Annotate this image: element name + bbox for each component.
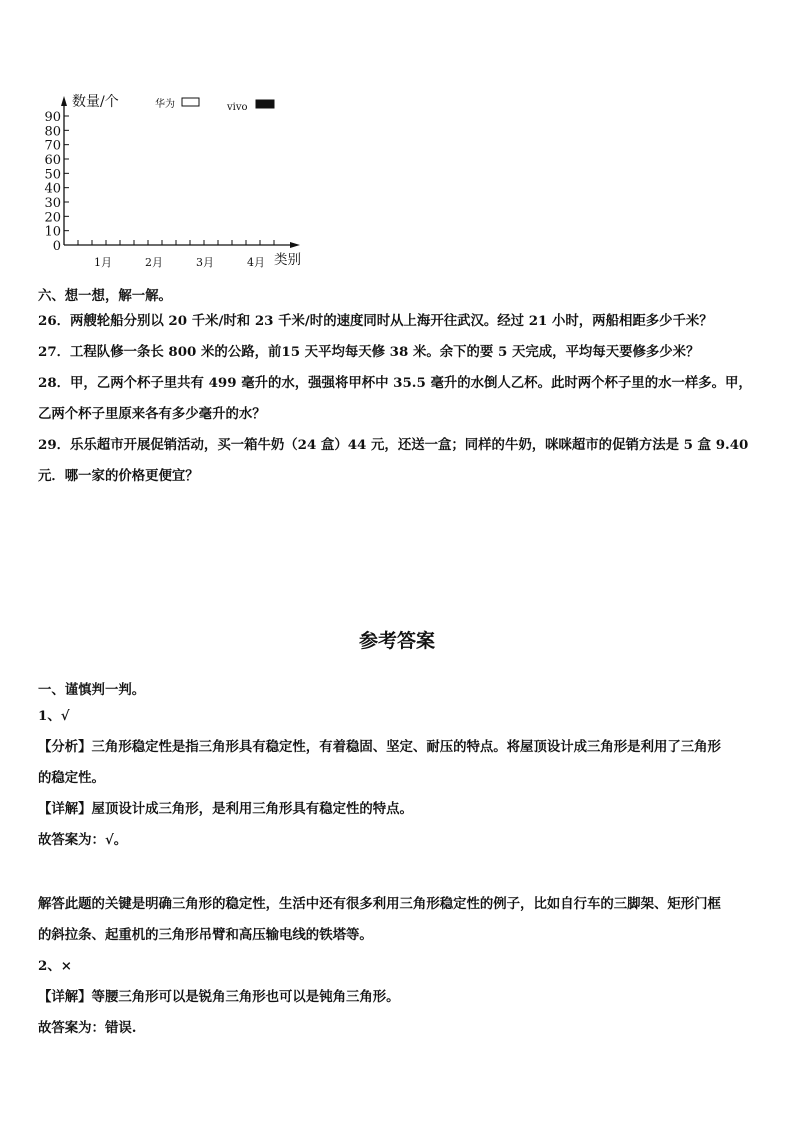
y-tick-label: 0 xyxy=(52,239,61,254)
y-axis-arrow xyxy=(61,96,67,106)
answer-1-note-line-1: 解答此题的关键是明确三角形的稳定性，生活中还有很多利用三角形稳定性的例子，比如自行车的三脚架、矩形门框 xyxy=(38,896,721,912)
question-26: 26．两艘轮船分别以 20 千米/时和 23 千米/时的速度同时从上海开往武汉。经过 21 小时，两船相距多少千米？ xyxy=(38,313,713,329)
x-axis-arrow xyxy=(290,242,300,248)
legend-label-huawei: 华为 xyxy=(155,99,175,110)
answers-part1-heading: 一、谨慎判一判。 xyxy=(38,682,146,698)
question-27: 27．工程队修一条长 800 米的公路，前15 天平均每天修 38 米。余下的要 5 天完成，平均每天要修多少米？ xyxy=(38,344,700,360)
legend xyxy=(155,97,274,113)
y-axis-label: 数量/个 xyxy=(72,94,119,110)
x-category-label: 2月 xyxy=(145,256,163,269)
answer-1-note-line-2: 的斜拉条、起重机的三角形吊臂和高压输电线的铁塔等。 xyxy=(38,927,373,943)
legend-label-vivo: vivo xyxy=(227,102,248,113)
x-category-label: 1月 xyxy=(94,256,112,269)
answer-1-detail: 【详解】屋顶设计成三角形，是利用三角形具有稳定性的特点。 xyxy=(38,801,413,817)
y-tick-label: 50 xyxy=(44,167,61,183)
question-28-line-1: 28．甲，乙两个杯子里共有 499 毫升的水，强强将甲杯中 35.5 毫升的水倒人乙杯。此时两个杯子里的水一样多。甲， xyxy=(38,375,752,391)
x-category-label: 4月 xyxy=(247,256,265,269)
y-tick-label: 30 xyxy=(44,196,61,211)
x-category-label: 3月 xyxy=(196,256,214,269)
question-29-line-1: 29．乐乐超市开展促销活动，买一箱牛奶（24 盒）44 元，还送一盒；同样的牛奶，咪咪超市的促销方法是 5 盒 9.40 xyxy=(38,437,749,453)
legend-swatch-huawei xyxy=(182,98,199,106)
section-heading-6: 六、想一想，解一解。 xyxy=(38,288,172,304)
x-axis-categories xyxy=(94,256,265,269)
answer-2-detail: 【详解】等腰三角形可以是锐角三角形也可以是钝角三角形。 xyxy=(38,989,400,1005)
bar-chart xyxy=(30,88,310,278)
x-axis-label: 类别 xyxy=(274,252,301,268)
y-axis-ticks xyxy=(44,110,69,254)
y-tick-label: 20 xyxy=(44,210,61,226)
question-29-line-2: 元．哪一家的价格更便宜？ xyxy=(38,468,199,484)
y-tick-label: 90 xyxy=(44,110,61,125)
answer-2-result: 故答案为：错误. xyxy=(38,1020,137,1036)
y-tick-label: 70 xyxy=(44,138,61,154)
question-28-line-2: 乙两个杯子里原来各有多少毫升的水？ xyxy=(38,406,266,422)
y-tick-label: 10 xyxy=(44,224,61,240)
answer-1-analysis-line-1: 【分析】三角形稳定性是指三角形具有稳定性，有着稳固、坚定、耐压的特点。将屋顶设计成三角形是利用了三角形 xyxy=(38,739,721,755)
y-tick-label: 60 xyxy=(44,153,61,168)
answer-1-label: 1、√ xyxy=(38,708,70,724)
y-tick-label: 40 xyxy=(44,181,61,197)
answer-1-analysis-line-2: 的稳定性。 xyxy=(38,770,105,786)
y-tick-label: 80 xyxy=(44,124,61,140)
chart-axes xyxy=(61,96,300,248)
answer-2-label: 2、× xyxy=(38,958,72,974)
x-axis-ticks xyxy=(78,240,274,245)
answer-1-result: 故答案为：√。 xyxy=(38,832,128,848)
legend-swatch-vivo xyxy=(256,100,274,108)
answers-title: 参考答案 xyxy=(358,630,435,652)
